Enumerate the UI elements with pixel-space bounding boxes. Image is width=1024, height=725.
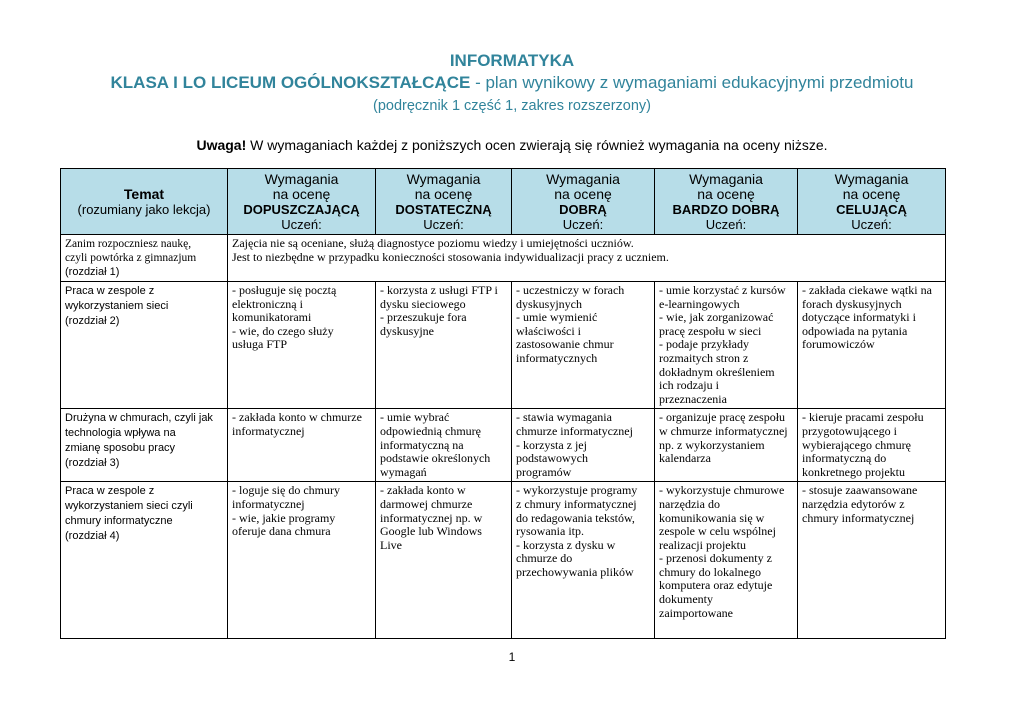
topic-line: Praca w zespole z: [65, 285, 155, 297]
requirement-line: - umie wybrać: [380, 410, 450, 425]
requirement-line: elektroniczną i: [232, 296, 303, 311]
requirement-cell: [228, 282, 376, 409]
note-bold: Uwaga!: [196, 137, 247, 153]
requirement-line: np. z wykorzystaniem: [659, 437, 765, 452]
requirement-cell: [655, 282, 798, 409]
requirement-line: oferuje dana chmura: [232, 524, 331, 539]
header-line2: na ocenę: [272, 185, 331, 202]
topic-line: zmianę sposobu pracy: [65, 442, 176, 455]
requirement-cell: [798, 282, 946, 409]
header-grade-name: DOSTATECZNĄ: [395, 201, 492, 217]
topic-cell: [61, 235, 228, 282]
requirement-line: dyskusyjnych: [516, 296, 582, 311]
requirement-line: podstawowych: [516, 451, 588, 466]
requirement-line: programów: [516, 464, 572, 479]
header-topic-title: Temat: [123, 185, 165, 202]
topic-line: Drużyna w chmurach, czyli jak: [65, 412, 213, 425]
requirement-line: - podaje przykłady: [659, 337, 749, 352]
requirement-line: usługa FTP: [232, 337, 288, 352]
requirement-cell: [228, 409, 376, 482]
requirement-line: informatycznych: [516, 350, 598, 365]
requirement-line: z chmury informatycznej: [516, 496, 637, 511]
requirement-line: - przeszukuje fora: [380, 310, 467, 325]
topic-line: wykorzystaniem sieci: [65, 300, 169, 312]
topic-line: technologia wpływa na: [65, 427, 176, 440]
requirement-line: forach dyskusyjnych: [802, 296, 902, 311]
document-title: INFORMATYKA: [449, 51, 575, 70]
requirement-line: forumowiczów: [802, 337, 875, 352]
requirement-line: e-learningowych: [659, 296, 740, 311]
requirement-line: - korzysta z usługi FTP i: [380, 283, 498, 297]
requirement-line: - przenosi dokumenty z: [659, 551, 772, 566]
requirement-line: przechowywania plików: [516, 564, 634, 579]
topic-cell: [61, 282, 228, 409]
requirement-line: zastosowanie chmur: [516, 337, 614, 352]
requirement-line: w chmurze informatycznej: [659, 423, 788, 438]
requirement-line: informatycznej: [232, 423, 305, 438]
requirement-line: chmurze do: [516, 551, 573, 566]
requirement-cell: [228, 482, 376, 639]
requirement-line: właściwości i: [516, 323, 581, 338]
topic-line: Zanim rozpoczniesz naukę,: [65, 238, 192, 250]
header-line4: Uczeń:: [281, 216, 322, 232]
header-line1: Wymagania: [406, 170, 481, 187]
requirement-line: zespole w celu wspólnej: [659, 524, 776, 539]
topic-cell: [61, 409, 228, 482]
note-text: W wymaganiach każdej z poniższych ocen zwierają się również wymagania na oceny niższe.: [246, 137, 828, 153]
requirement-line: do redagowania tekstów,: [516, 510, 635, 525]
topic-line: Praca w zespole z: [65, 485, 155, 498]
header-grade: [512, 169, 655, 235]
requirement-cell: [512, 282, 655, 409]
requirement-line: odpowiednią chmurę: [380, 423, 481, 438]
requirement-line: - stosuje zaawansowane: [802, 483, 918, 498]
requirement-cell: [376, 282, 512, 409]
topic-cell: [61, 482, 228, 639]
requirement-line: chmury informatycznej: [802, 510, 915, 525]
header-line2: na ocenę: [554, 185, 612, 202]
header-grade-name: CELUJĄCĄ: [836, 201, 907, 217]
requirements-table: [60, 168, 946, 639]
topic-line: wykorzystaniem sieci czyli: [65, 500, 193, 513]
requirement-cell: [512, 409, 655, 482]
requirement-line: rysowania itp.: [516, 524, 584, 539]
requirement-line: - kieruje pracami zespołu: [802, 410, 924, 425]
topic-line: (rozdział 4): [65, 530, 120, 543]
requirement-line: pracę zespołu w sieci: [659, 323, 762, 338]
table-header-row: [61, 169, 946, 235]
requirement-line: - umie korzystać z kursów: [659, 283, 786, 297]
requirement-line: wymagań: [380, 464, 427, 479]
header-topic-sub: (rozumiany jako lekcja): [77, 201, 211, 217]
requirement-line: - uczestniczy w forach: [516, 283, 625, 297]
header-grade-name: DOBRĄ: [559, 201, 607, 217]
requirement-cell: [512, 482, 655, 639]
header-line1: Wymagania: [264, 170, 339, 187]
topic-line: chmury informatyczne: [65, 515, 173, 528]
requirement-line: - umie wymienić: [516, 310, 598, 325]
requirement-line: - wie, do czego służy: [232, 323, 334, 338]
header-line4: Uczeń:: [851, 216, 892, 232]
table-row: [61, 482, 946, 639]
topic-line: (rozdział 3): [65, 457, 120, 470]
requirement-line: - stawia wymagania: [516, 410, 612, 425]
requirement-line: rozmaitych stron z: [659, 350, 749, 365]
header-grade: [655, 169, 798, 235]
requirement-line: - zakłada konto w chmurze: [232, 410, 362, 425]
header-grade: [376, 169, 512, 235]
header-line2: na ocenę: [697, 185, 755, 202]
topic-line: (rozdział 1): [65, 266, 120, 278]
header-line4: Uczeń:: [705, 216, 747, 232]
subtitle-bold: KLASA I LO LICEUM OGÓLNOKSZTAŁCĄCE: [110, 73, 471, 92]
requirement-line: narzędzia do: [659, 496, 720, 511]
page-number: 1: [508, 650, 516, 664]
header-grade: [798, 169, 946, 235]
requirement-line: - korzysta z jej: [516, 437, 587, 452]
table-row: [61, 409, 946, 482]
requirement-line: - posługuje się pocztą: [232, 283, 337, 297]
requirement-line: dysku sieciowego: [380, 296, 466, 311]
requirement-line: komunikowania się w: [659, 510, 765, 525]
header-topic: [61, 169, 228, 235]
header-line1: Wymagania: [546, 170, 620, 187]
document-subsubtitle: (podręcznik 1 część 1, zakres rozszerzony): [372, 98, 651, 114]
requirement-line: - zakłada konto w: [380, 483, 466, 498]
header-grade-name: DOPUSZCZAJĄCĄ: [243, 201, 360, 217]
requirement-line: informatyczną do: [802, 451, 887, 466]
topic-line: (rozdział 2): [65, 315, 120, 327]
requirement-line: dokumenty: [659, 592, 713, 607]
requirement-cell: [376, 482, 512, 639]
requirement-line: - wykorzystuje programy: [516, 483, 638, 498]
requirement-line: - wie, jakie programy: [232, 510, 336, 525]
requirement-line: komputera oraz edytuje: [659, 578, 773, 593]
note: [0, 137, 1024, 153]
requirement-line: dotyczące informatyki i: [802, 310, 916, 325]
requirement-line: informatyczną na: [380, 437, 464, 452]
requirement-line: dyskusyjne: [380, 323, 434, 338]
requirement-line: odpowiada na pytania: [802, 323, 908, 338]
requirement-line: dokładnym określeniem: [659, 364, 775, 379]
requirement-line: - zakłada ciekawe wątki na: [802, 283, 932, 297]
requirement-line: konkretnego projektu: [802, 464, 905, 479]
requirement-line: - korzysta z dysku w: [516, 537, 616, 552]
header-line1: Wymagania: [834, 170, 909, 187]
header-grade: [228, 169, 376, 235]
document-subtitle: [0, 72, 1024, 94]
requirement-line: realizacji projektu: [659, 537, 746, 552]
requirement-cell: [798, 409, 946, 482]
table-row: [61, 282, 946, 409]
requirement-line: informatycznej: [232, 496, 305, 511]
document-header: [0, 50, 1024, 116]
subtitle-rest: - plan wynikowy z wymaganiami edukacyjnymi przedmiotu: [470, 73, 914, 92]
requirement-line: wybierającego chmurę: [802, 437, 911, 452]
header-grade-name: BARDZO DOBRĄ: [672, 201, 780, 217]
requirement-line: Google lub Windows: [380, 524, 482, 539]
requirement-line: informatycznej np. w: [380, 510, 483, 525]
header-line4: Uczeń:: [423, 216, 464, 232]
header-line4: Uczeń:: [562, 216, 604, 232]
intro-line: Zajęcia nie są oceniane, służą diagnostyce poziomu wiedzy i umiejętności uczniów.: [232, 236, 634, 250]
header-line1: Wymagania: [689, 170, 763, 187]
requirement-line: - organizuje pracę zespołu: [659, 410, 786, 425]
requirement-cell: [376, 409, 512, 482]
requirement-line: zaimportowane: [659, 605, 733, 620]
requirement-line: ich rodzaju i: [659, 378, 719, 393]
requirement-line: Live: [380, 537, 402, 552]
requirement-line: podstawie określonych: [380, 451, 491, 466]
requirement-cell: [798, 482, 946, 639]
topic-line: czyli powtórka z gimnazjum: [65, 252, 197, 264]
requirement-cell: [655, 409, 798, 482]
intro-line: Jest to niezbędne w przypadku konieczności stosowania indywidualizacji pracy z uczniem.: [232, 249, 669, 264]
requirement-line: chmury do lokalnego: [659, 564, 761, 579]
table-row-intro: [61, 235, 946, 282]
requirement-line: darmowej chmurze: [380, 496, 473, 511]
requirement-line: chmurze informatycznej: [516, 423, 633, 438]
requirement-line: kalendarza: [659, 451, 711, 466]
header-line2: na ocenę: [842, 185, 901, 202]
header-line2: na ocenę: [414, 185, 473, 202]
requirement-line: przygotowującego i: [802, 423, 897, 438]
requirement-line: narzędzia edytorów z: [802, 496, 905, 511]
requirement-line: przeznaczenia: [659, 391, 727, 406]
requirement-line: - wie, jak zorganizować: [659, 310, 774, 325]
requirement-line: - wykorzystuje chmurowe: [659, 483, 785, 498]
requirement-line: komunikatorami: [232, 310, 312, 325]
intro-text-cell: [228, 235, 946, 282]
requirement-line: - loguje się do chmury: [232, 483, 340, 498]
requirement-cell: [655, 482, 798, 639]
